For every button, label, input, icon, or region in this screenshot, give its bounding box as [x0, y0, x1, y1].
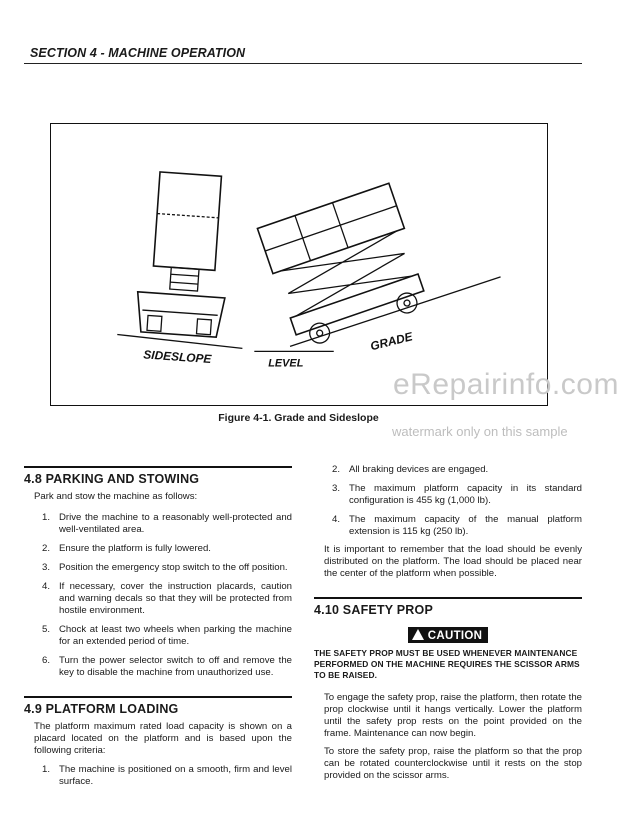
list-item: 1. The machine is positioned on a smooth, firm and level surface. [42, 764, 292, 787]
parking-intro: Park and stow the machine as follows: [34, 491, 198, 502]
loading-intro: The platform maximum rated load capacity is shown on a placard located on the platform and is based upon the following criteria: [34, 721, 292, 756]
loading-list-continued [314, 464, 582, 538]
list-item: 3. Position the emergency stop switch to the off position. [42, 562, 288, 573]
figure-illustration [51, 124, 547, 405]
caution-badge: CAUTION [408, 627, 489, 643]
left-column [24, 466, 292, 788]
list-item: 3. The maximum platform capacity in its standard configuration is 455 kg (1,000 lb). [332, 483, 582, 506]
section-header: SECTION 4 - MACHINE OPERATION [30, 46, 246, 60]
section-rule [24, 466, 292, 468]
list-item: 4. If necessary, cover the instruction placards, caution and warning decals so that they will be protected from hostile environment. [42, 581, 292, 616]
loading-list [24, 764, 292, 788]
warning-triangle-icon [412, 629, 424, 640]
header-rule [24, 63, 582, 64]
watermark-site: eRepairinfo.com [393, 368, 619, 401]
grade-machine [257, 183, 430, 350]
sideslope-machine [135, 171, 233, 338]
list-item: 6. Turn the power selector switch to off and remove the key to disable the machine from unauthorized use. [42, 655, 292, 678]
load-distribution-note: It is important to remember that the load should be evenly distributed on the platform. The load should be placed near the center of the platform when possible. [324, 544, 582, 579]
list-item: 5. Chock at least two wheels when parking the machine for an extended period of time. [42, 624, 292, 647]
section-title-safety-prop: 4.10 SAFETY PROP [314, 603, 433, 617]
engage-paragraph: To engage the safety prop, raise the platform, then rotate the prop clockwise until it hangs vertically. Lower the platform until the safety prop rests on the point provided on the frame. Maintenance can now begin. [324, 692, 582, 739]
caution-block [314, 626, 582, 644]
list-item: 4. The maximum capacity of the manual platform extension is 115 kg (250 lb). [332, 514, 582, 537]
label-sideslope: SIDESLOPE [142, 347, 212, 367]
section-title-loading: 4.9 PLATFORM LOADING [24, 702, 179, 716]
figure-grade-sideslope [50, 123, 548, 406]
list-item: 1. Drive the machine to a reasonably well-protected and well-ventilated area. [42, 512, 292, 535]
list-item: 2. All braking devices are engaged. [332, 464, 489, 475]
sideslope-ground-line [117, 335, 242, 349]
parking-list [24, 512, 292, 679]
watermark-note: watermark only on this sample [392, 424, 568, 439]
section-rule [24, 696, 292, 698]
section-rule [314, 597, 582, 599]
list-item: 2. Ensure the platform is fully lowered. [42, 543, 211, 554]
label-level: LEVEL [268, 357, 304, 370]
label-grade: GRADE [368, 329, 414, 354]
figure-caption: Figure 4-1. Grade and Sideslope [218, 412, 379, 424]
right-column [314, 464, 582, 782]
section-title-parking: 4.8 PARKING AND STOWING [24, 472, 200, 486]
caution-text: THE SAFETY PROP MUST BE USED WHENEVER MAINTENANCE PERFORMED ON THE MACHINE REQUIRES THE SCISSOR ARMS TO BE RAISED. [314, 648, 580, 680]
store-paragraph: To store the safety prop, raise the platform so that the prop can be rotated counterclockwise until it rests on the stop provided on the scissor arms. [324, 746, 582, 781]
